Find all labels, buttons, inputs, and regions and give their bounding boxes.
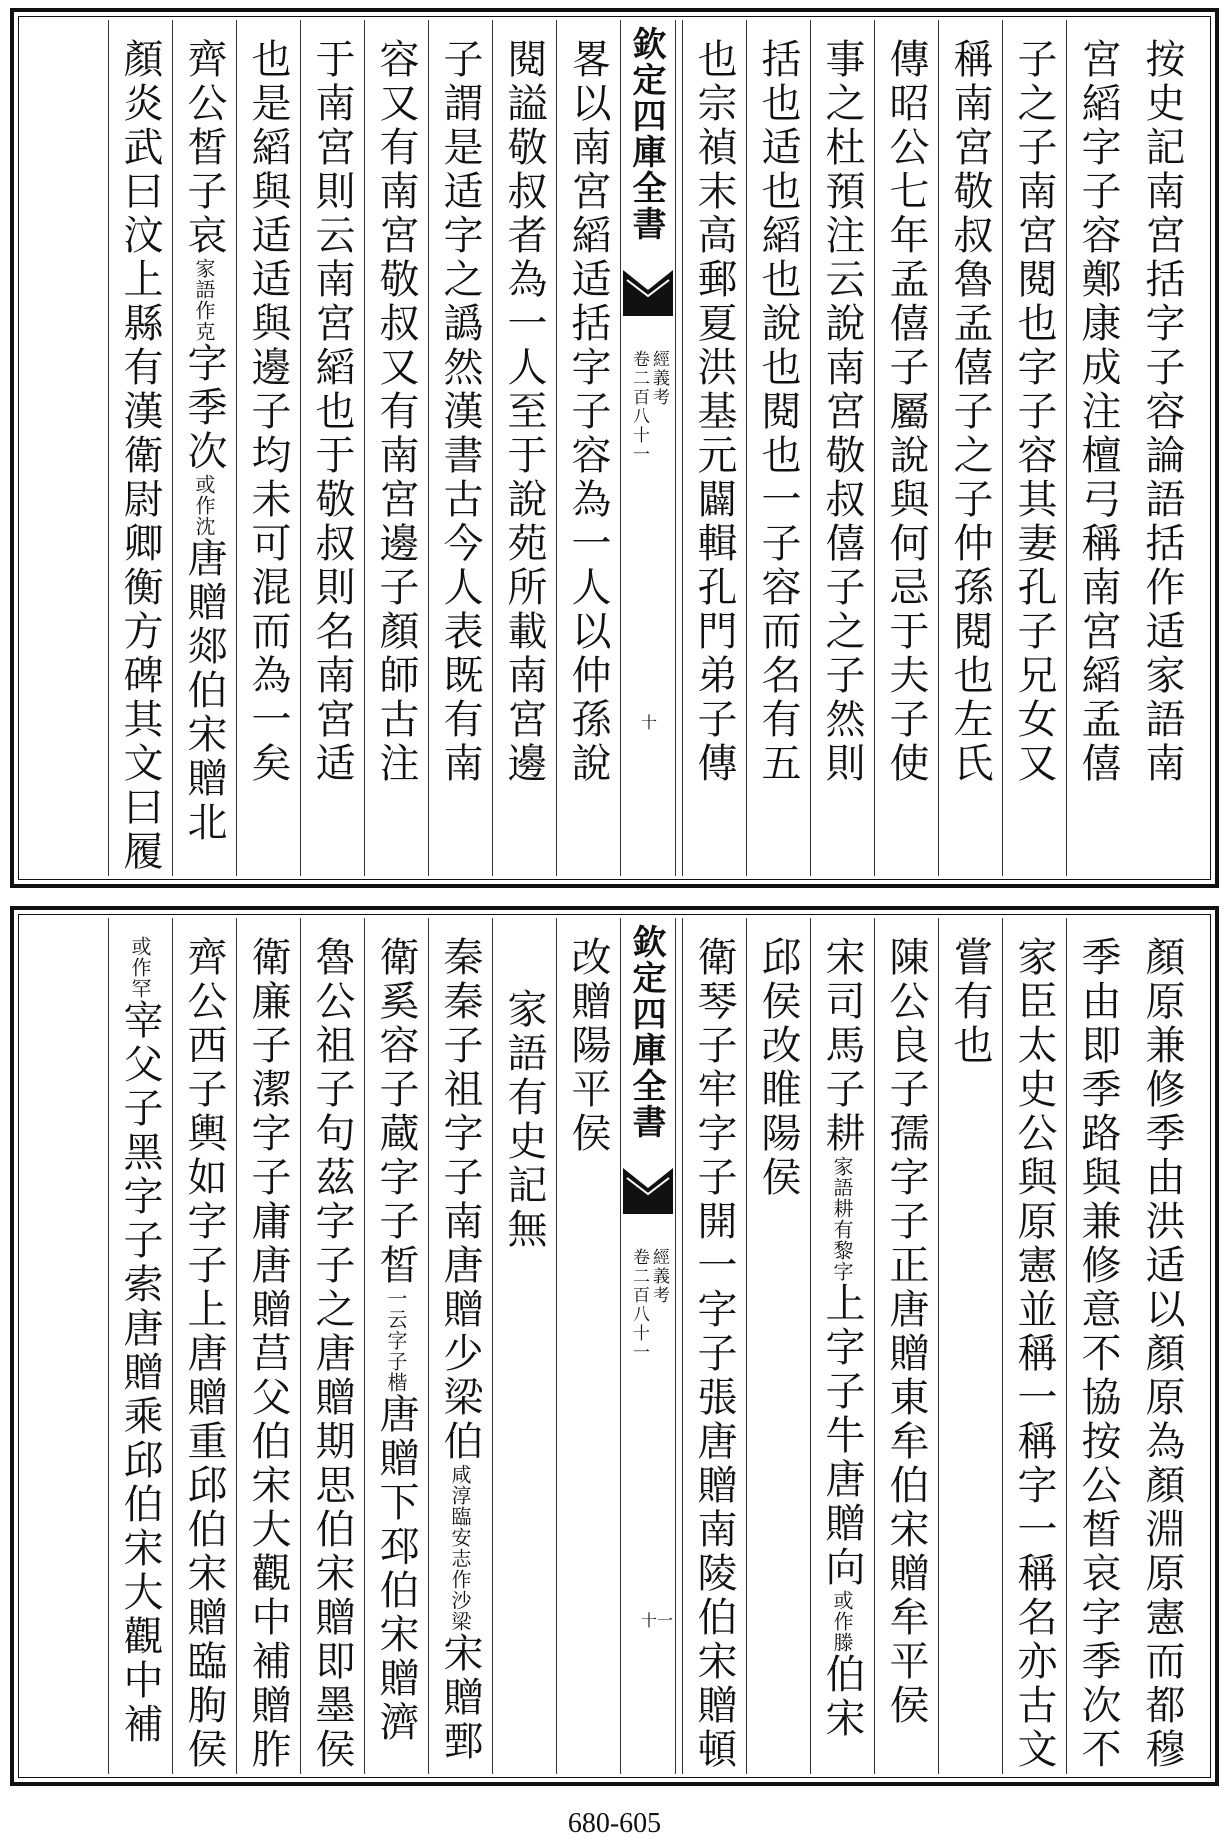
text-column: 宮縚字子容鄭康成注檀弓稱南宮縚孟僖: [1066, 20, 1130, 876]
annotation-note: 家語作克: [192, 258, 216, 342]
annotation-note: 或作滕: [830, 1590, 854, 1653]
text-column: 子之子南宮閱也字子容其妻孔子兄女又: [1002, 20, 1066, 876]
folio-number: 十一: [641, 1611, 674, 1630]
page-number: 680-605: [567, 1808, 662, 1839]
entry-column-gongxi: [172, 20, 236, 876]
volume-number: 卷二百八十一: [629, 350, 649, 464]
text-column: 子謂是适字之譌然漢書古今人表既有南: [428, 20, 492, 876]
entry-column-zaifu: [108, 918, 172, 1774]
entry-text: 唐贈郯伯宋贈北: [181, 537, 227, 845]
text-column: 畧以南宮縚适括字子容為一人以仲孫說: [556, 20, 620, 876]
folio-number: 十: [641, 713, 658, 732]
entry-text: 宰父子黑字子索唐贈乘邱伯宋大觀中補: [117, 999, 163, 1747]
book-title: 欽定四庫全書: [626, 924, 666, 1140]
text-column: 閱謚敬叔者為一人至于說苑所載南宮邊: [492, 20, 556, 876]
upper-page: [10, 8, 1219, 888]
annotation-note: 志作沙梁: [448, 1548, 472, 1632]
center-spine: [620, 20, 676, 876]
text-column: 容又有南宮敬叔又有南宮邊子顏師古注: [364, 20, 428, 876]
text-column: 事之杜預注云說南宮敬叔僖子之子然則: [810, 20, 874, 876]
text-column: 陳公良子孺字子正唐贈東牟伯宋贈牟平侯: [874, 918, 938, 1774]
fish-tail-ornament-icon: [621, 1166, 675, 1216]
entry-heading: 秦秦子祖字子南唐贈少梁伯: [437, 936, 483, 1464]
chapter-title: 經義考: [649, 350, 669, 407]
annotation-note: 罕: [128, 978, 152, 999]
entry-heading: 衛奚容子蔵字子皙: [373, 936, 419, 1288]
entry-heading: 齊公皙子哀: [181, 38, 227, 258]
text-column: 括也适也縚也說也閱也一子容而名有五: [746, 20, 810, 876]
text-column: 顏炎武曰汶上縣有漢衛尉卿衡方碑其文曰履: [108, 20, 172, 876]
annotation-note: 一云字: [384, 1288, 408, 1351]
entry-text: 字季次: [181, 342, 227, 474]
text-column: 家臣太史公與原憲並稱一稱字一稱名亦古文: [1002, 918, 1066, 1774]
entry-column-xirong: [364, 918, 428, 1774]
volume-number: 卷二百八十一: [629, 1248, 649, 1362]
entry-column-qin: [428, 918, 492, 1774]
book-title: 欽定四庫全書: [626, 26, 666, 242]
text-column: 齊公西子輿如字子上唐贈重邱伯宋贈臨朐侯: [172, 918, 236, 1774]
text-column: 衛琴子牢字子開一字子張唐贈南陵伯宋贈頓: [682, 918, 746, 1774]
annotation-note: 咸淳臨安: [448, 1464, 472, 1548]
text-column: 于南宮則云南宮縚也于敬叔則名南宮适: [300, 20, 364, 876]
text-column: 衛廉子潔字子庸唐贈莒父伯宋大觀中補贈胙: [236, 918, 300, 1774]
lower-page: [10, 906, 1219, 1786]
entry-text: 唐贈下邳伯宋贈濟: [373, 1393, 419, 1745]
text-column: 稱南宮敬叔魯孟僖子之子仲孫閱也左氏: [938, 20, 1002, 876]
text-column: 魯公祖子句茲字子之唐贈期思伯宋贈即墨侯: [300, 918, 364, 1774]
text-column: 顏原兼修季由洪适以顏原為顏淵原憲而都穆: [1139, 936, 1185, 1772]
annotation-note: 或作沈: [192, 474, 216, 537]
text-column: 季由即季路與兼修意不協按公皙哀字季次不: [1066, 918, 1130, 1774]
text-column: 也宗禎末高郵夏洪基元闢輯孔門弟子傳: [682, 20, 746, 876]
entry-heading: 宋司馬子耕: [819, 936, 865, 1156]
text-column: 按史記南宮括字子容論語括作适家語南: [1139, 38, 1185, 786]
text-column: 邱侯改睢陽侯: [746, 918, 810, 1774]
entry-text: 伯宋: [819, 1653, 865, 1741]
text-column: 傳昭公七年孟僖子屬說與何忌于夫子使: [874, 20, 938, 876]
text-column: 改贈陽平侯: [556, 918, 620, 1774]
text-column: 也是縚與适适與邊子均未可混而為一矣: [236, 20, 300, 876]
annotation-note: 家語耕: [830, 1156, 854, 1219]
fish-tail-ornament-icon: [621, 268, 675, 318]
text-column: 家語有史記無: [492, 918, 556, 1774]
annotation-note: 子楷: [384, 1351, 408, 1393]
annotation-note: 或作: [128, 936, 152, 978]
center-spine: [620, 918, 676, 1774]
entry-text: 字子牛唐贈向: [819, 1326, 865, 1590]
annotation-note: 有黎字: [830, 1219, 854, 1282]
entry-column-simazi: [810, 918, 874, 1774]
entry-text: 宋贈鄄: [437, 1632, 483, 1764]
text-column: 嘗有也: [938, 918, 1002, 1774]
chapter-title: 經義考: [649, 1248, 669, 1305]
entry-text: 上: [819, 1282, 865, 1326]
